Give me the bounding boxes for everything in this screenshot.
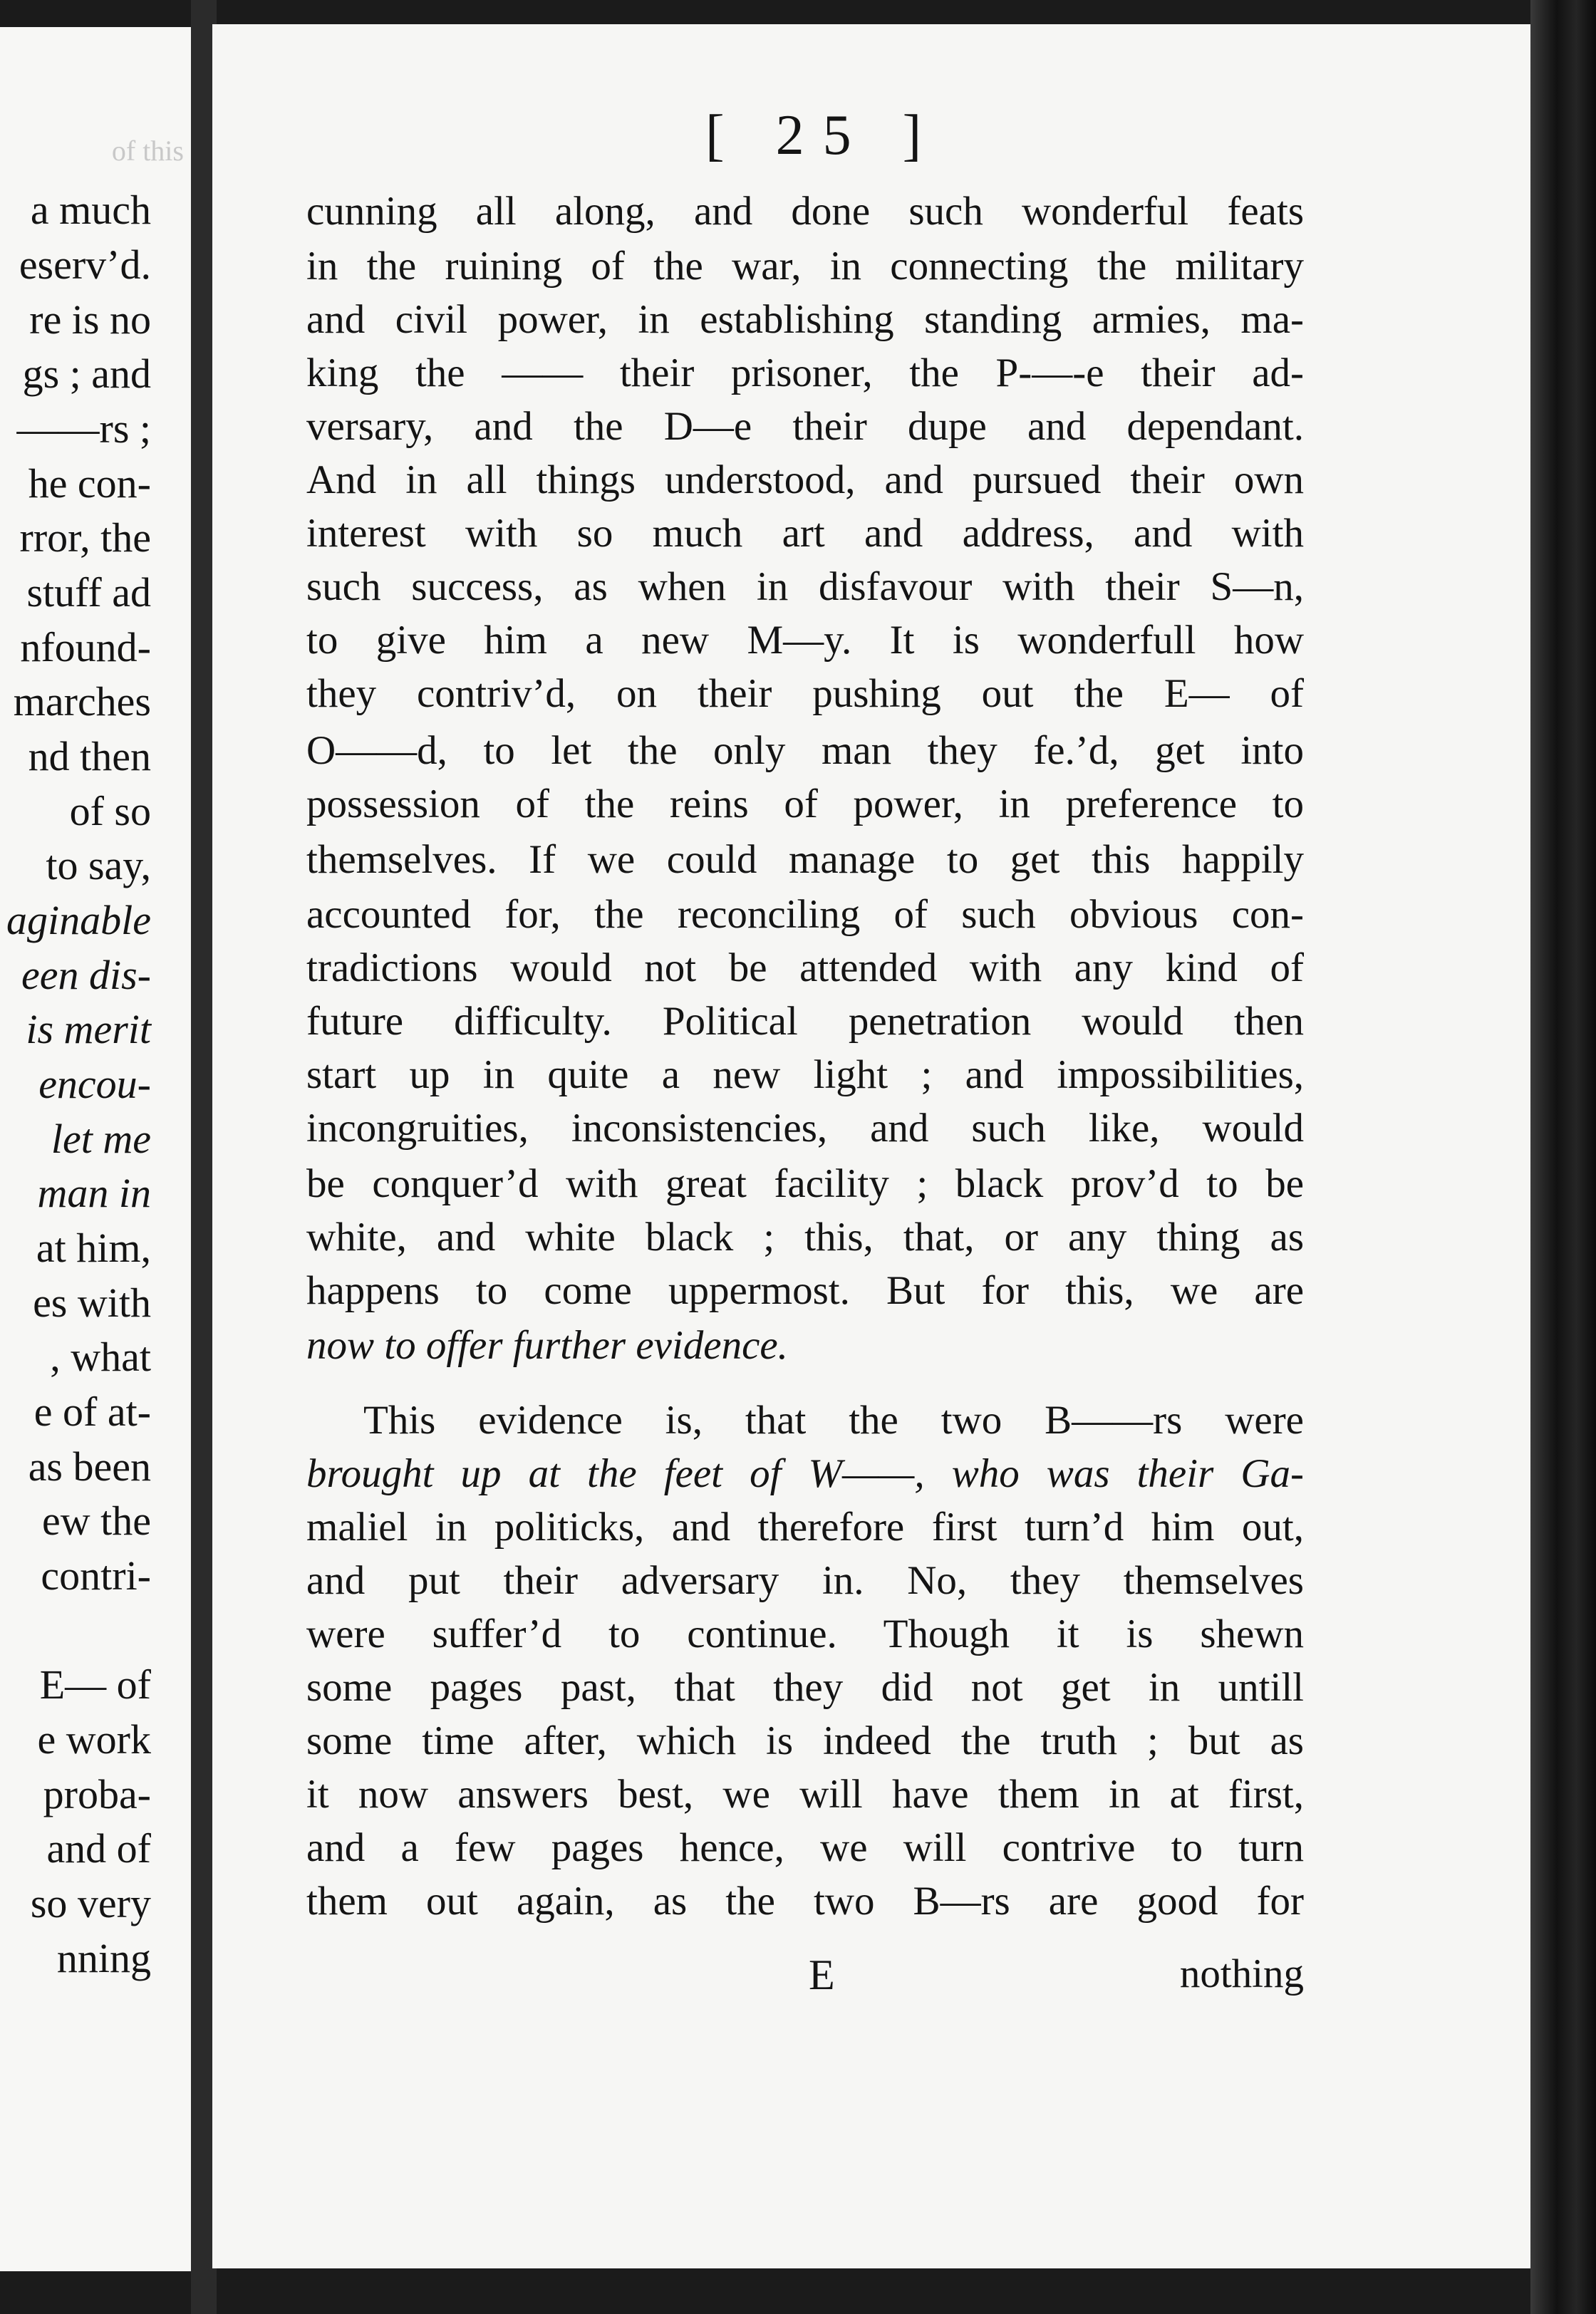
text-line: maliel in politicks, and therefore first turn’d him out, xyxy=(306,1505,1304,1550)
left-page-line: is merit xyxy=(26,1006,151,1052)
left-page-line: aginable xyxy=(6,897,151,943)
text-line: some time after, which is indeed the truth ; but as xyxy=(306,1718,1304,1763)
left-page-line: een dis- xyxy=(21,952,151,998)
left-facing-page xyxy=(0,27,194,2271)
page-number: [ 25 ] xyxy=(705,104,940,167)
left-page-line: and of xyxy=(46,1825,151,1872)
text-line: start up in quite a new light ; and impossibilities, xyxy=(306,1052,1304,1097)
text-line: O——d, to let the only man they fe.’d, get into xyxy=(306,728,1304,773)
left-page-line: es with xyxy=(33,1280,151,1326)
left-page-line: as been xyxy=(28,1443,151,1490)
text-line: cunning all along, and done such wonderful feats xyxy=(306,189,1304,234)
text-line: themselves. If we could manage to get this happily xyxy=(306,837,1304,882)
text-line: happens to come uppermost. But for this, we are xyxy=(306,1268,1304,1313)
left-page-line: a much xyxy=(30,187,151,233)
left-page-line: let me xyxy=(51,1116,151,1162)
left-page-line: stuff ad xyxy=(26,569,151,616)
text-line: it now answers best, we will have them in at first, xyxy=(306,1772,1304,1817)
left-page-line: , what xyxy=(50,1334,151,1380)
left-page-line: nd then xyxy=(28,733,151,779)
left-page-line: encou- xyxy=(38,1061,151,1107)
left-page-line: e of at- xyxy=(33,1389,151,1435)
left-page-line: E— of xyxy=(39,1661,151,1708)
left-page-line: gs ; and xyxy=(22,351,151,397)
left-page-line: at him, xyxy=(36,1225,151,1271)
book-edge xyxy=(1530,0,1596,2314)
catchword: nothing xyxy=(1179,1951,1304,1996)
text-line: future difficulty. Political penetration would then xyxy=(306,999,1304,1044)
left-page-line: re is no xyxy=(29,296,151,343)
bleed-through-text: of this xyxy=(111,135,184,167)
left-page-line: man in xyxy=(37,1170,151,1216)
signature-mark: E xyxy=(809,1951,835,1998)
text-line: incongruities, inconsistencies, and such like, would xyxy=(306,1106,1304,1151)
text-line: be conquer’d with great facility ; black prov’d to be xyxy=(306,1161,1304,1206)
text-line: in the ruining of the war, in connecting the military xyxy=(306,244,1304,289)
text-line: And in all things understood, and pursued their own xyxy=(306,457,1304,502)
left-page-line: nfound- xyxy=(20,624,151,670)
left-page-line: ——rs ; xyxy=(16,405,151,452)
text-line: now to offer further evidence. xyxy=(306,1323,788,1368)
left-page-line: to say, xyxy=(46,842,151,888)
text-line: them out again, as the two B—rs are good for xyxy=(306,1879,1304,1924)
text-line: king the —— their prisoner, the P-—-e their ad- xyxy=(306,351,1304,395)
text-line: white, and white black ; this, that, or any thing as xyxy=(306,1215,1304,1260)
text-line: accounted for, the reconciling of such obvious con- xyxy=(306,892,1304,937)
text-line: brought up at the feet of W——, who was their Ga- xyxy=(306,1451,1304,1496)
left-page-line: so very xyxy=(30,1880,151,1926)
text-line: and civil power, in establishing standing armies, ma- xyxy=(306,297,1304,342)
left-page-line: e work xyxy=(37,1716,151,1763)
text-line: This evidence is, that the two B——rs were xyxy=(363,1398,1304,1443)
text-line: interest with so much art and address, and with xyxy=(306,511,1304,556)
left-page-line: nning xyxy=(56,1935,151,1981)
text-line: versary, and the D—e their dupe and dependant. xyxy=(306,404,1304,449)
text-line: to give him a new M—y. It is wonderfull how xyxy=(306,618,1304,663)
left-page-line: of so xyxy=(69,788,151,834)
text-line: some pages past, that they did not get in untill xyxy=(306,1665,1304,1710)
text-line: and put their adversary in. No, they themselves xyxy=(306,1558,1304,1603)
text-line: tradictions would not be attended with any kind of xyxy=(306,945,1304,990)
left-page-line: ew the xyxy=(42,1498,151,1544)
left-page-line: marches xyxy=(13,678,151,725)
text-line: they contriv’d, on their pushing out the E— of xyxy=(306,671,1304,716)
text-line: possession of the reins of power, in preference to xyxy=(306,782,1304,826)
left-page-line: proba- xyxy=(43,1771,151,1817)
text-line: were suffer’d to continue. Though it is shewn xyxy=(306,1612,1304,1656)
left-page-line: he con- xyxy=(28,460,151,507)
left-page-line: rror, the xyxy=(19,514,151,561)
left-page-line: contri- xyxy=(41,1552,151,1599)
text-line: such success, as when in disfavour with their S—n, xyxy=(306,564,1304,609)
text-line: and a few pages hence, we will contrive to turn xyxy=(306,1825,1304,1870)
left-page-line: eserv’d. xyxy=(19,242,151,288)
